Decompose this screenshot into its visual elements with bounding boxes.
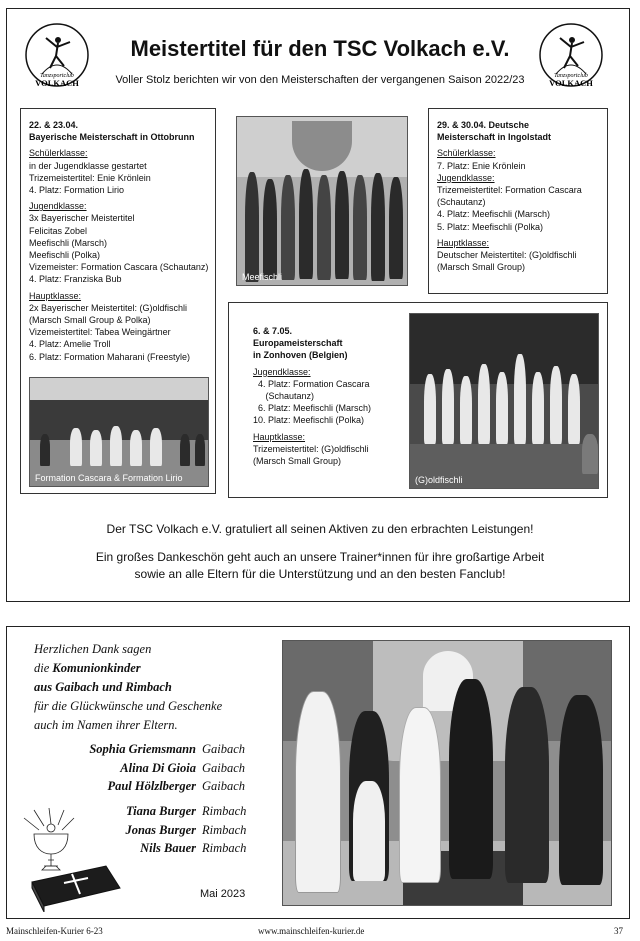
result-line: Meefischli (Polka) <box>29 250 101 261</box>
name-row: Jonas Burger Rimbach <box>125 822 247 837</box>
section2-schueler-label: Schülerklasse: <box>437 148 496 159</box>
photo-caption: Meefischli <box>242 272 283 282</box>
article-title: Meistertitel für den TSC Volkach e.V. <box>130 36 510 61</box>
chalice-bible-icon <box>14 808 124 917</box>
section1-schueler-label: Schülerklasse: <box>29 148 88 159</box>
result-line: Trizemeistertitel: Enie Krönlein <box>29 172 151 183</box>
thanks-line: Herzlichen Dank sagen <box>34 642 152 656</box>
section1-date: 22. & 23.04. <box>29 120 79 130</box>
section2-event: Meisterschaft in Ingolstadt <box>437 132 552 143</box>
section3-date: 6. & 7.05. <box>253 326 293 336</box>
result-line: Vizemeistertitel: Tabea Weingärtner <box>29 327 171 338</box>
name-row: Sophia Griemsmann Gaibach <box>89 742 246 756</box>
result-line: (Marsch Small Group & Polka) <box>29 315 151 326</box>
result-line: Vizemeister: Formation Cascara (Schautanz) <box>29 262 209 273</box>
communion-date: Mai 2023 <box>200 888 246 900</box>
result-line: 3x Bayerischer Meistertitel <box>29 213 135 224</box>
result-line: 4. Platz: Meefischli (Marsch) <box>437 209 551 220</box>
thanks-line-1: Ein großes Dankeschön geht auch an unsere Trainer*innen für ihre großartige Arbeit <box>95 550 545 564</box>
result-line: 4. Platz: Amelie Troll <box>29 339 111 350</box>
result-line: Trizemeistertitel: (G)oldfischli <box>253 443 369 454</box>
name-row: Alina Di Gioia Gaibach <box>120 760 246 775</box>
svg-text:VOLKACH: VOLKACH <box>35 78 79 88</box>
thanks-line: für die Glückwünsche und Geschenke <box>34 699 223 713</box>
footer-website[interactable]: www.mainschleifen-kurier.de <box>258 926 365 936</box>
thanks-line: aus Gaibach und Rimbach <box>34 680 172 694</box>
section3-haupt-label: Hauptklasse: <box>253 431 306 442</box>
result-line: 6. Platz: Meefischli (Marsch) <box>253 403 372 414</box>
photo-goldfischli <box>409 313 599 489</box>
communion-names-gaibach <box>10 740 270 796</box>
name-row: Nils Bauer Rimbach <box>140 841 247 856</box>
svg-text:Tanzsportclub: Tanzsportclub <box>554 73 588 79</box>
article-subtitle: Voller Stolz berichten wir von den Meisterschaften der vergangenen Saison 2022/23 <box>115 74 525 86</box>
photo-meefischli <box>236 116 408 286</box>
result-line: (Schautanz) <box>437 197 486 208</box>
section-ottobrunn <box>20 108 216 494</box>
photo-caption: (G)oldfischli <box>415 475 463 485</box>
photo-caption: Formation Cascara & Formation Lirio <box>35 473 183 483</box>
section3-event-line2: in Zonhoven (Belgien) <box>253 350 348 361</box>
thanks-line: die Komunionkinder <box>34 661 141 675</box>
section-zonhoven <box>228 302 608 498</box>
svg-text:Tanzsportclub: Tanzsportclub <box>40 73 74 79</box>
result-line: 6. Platz: Formation Maharani (Freestyle) <box>29 351 191 362</box>
result-line: Trizemeistertitel: Formation Cascara <box>437 185 582 196</box>
photo-communion-children <box>282 640 612 906</box>
footer-page-number: 37 <box>614 926 623 936</box>
result-line: Felicitas Zobel <box>29 225 88 236</box>
result-line: (Marsch Small Group) <box>437 262 526 273</box>
result-line: 10. Platz: Meefischli (Polka) <box>253 415 365 426</box>
result-line: (Marsch Small Group) <box>253 456 342 467</box>
section2-haupt-label: Hauptklasse: <box>437 237 490 248</box>
svg-text:VOLKACH: VOLKACH <box>549 78 593 88</box>
result-line: 2x Bayerischer Meistertitel: (G)oldfischli <box>29 302 188 313</box>
section3-event-line1: Europameisterschaft <box>253 338 343 349</box>
section1-jugend-label: Jugendklasse: <box>29 201 87 212</box>
result-line: 4. Platz: Formation Lirio <box>29 185 125 196</box>
section2-date: 29. & 30.04. Deutsche <box>437 120 530 130</box>
congrats-text: Der TSC Volkach e.V. gratuliert all seinen Aktiven zu den erbrachten Leistungen! <box>106 522 534 536</box>
section2-jugend-label: Jugendklasse: <box>437 172 495 183</box>
footer-publication: Mainschleifen-Kurier 6-23 <box>6 926 103 936</box>
result-line: 5. Platz: Meefischli (Polka) <box>437 221 544 232</box>
result-line: 7. Platz: Enie Krönlein <box>437 160 526 171</box>
thanks-line: auch im Namen ihrer Eltern. <box>34 718 178 732</box>
name-row: Tiana Burger Rimbach <box>125 804 247 818</box>
communion-thanks <box>34 640 274 735</box>
section1-haupt-label: Hauptklasse: <box>29 290 82 301</box>
result-line: 4. Platz: Franziska Bub <box>29 274 122 285</box>
result-line: Meefischli (Marsch) <box>29 237 108 248</box>
name-row: Paul Hölzlberger Gaibach <box>107 779 246 794</box>
result-line: (Schautanz) <box>253 391 315 402</box>
section1-event: Bayerische Meisterschaft in Ottobrunn <box>29 132 195 143</box>
result-line: in der Jugendklasse gestartet <box>29 160 147 171</box>
thanks-line-2: sowie an alle Eltern für die Unterstützung und an den besten Fanclub! <box>134 567 506 581</box>
result-line: Deutscher Meistertitel: (G)oldfischli <box>437 250 577 261</box>
section3-jugend-label: Jugendklasse: <box>253 366 311 377</box>
result-line: 4. Platz: Formation Cascara <box>253 378 370 389</box>
section-ingolstadt <box>428 108 608 294</box>
photo-cascara-lirio <box>29 377 209 487</box>
